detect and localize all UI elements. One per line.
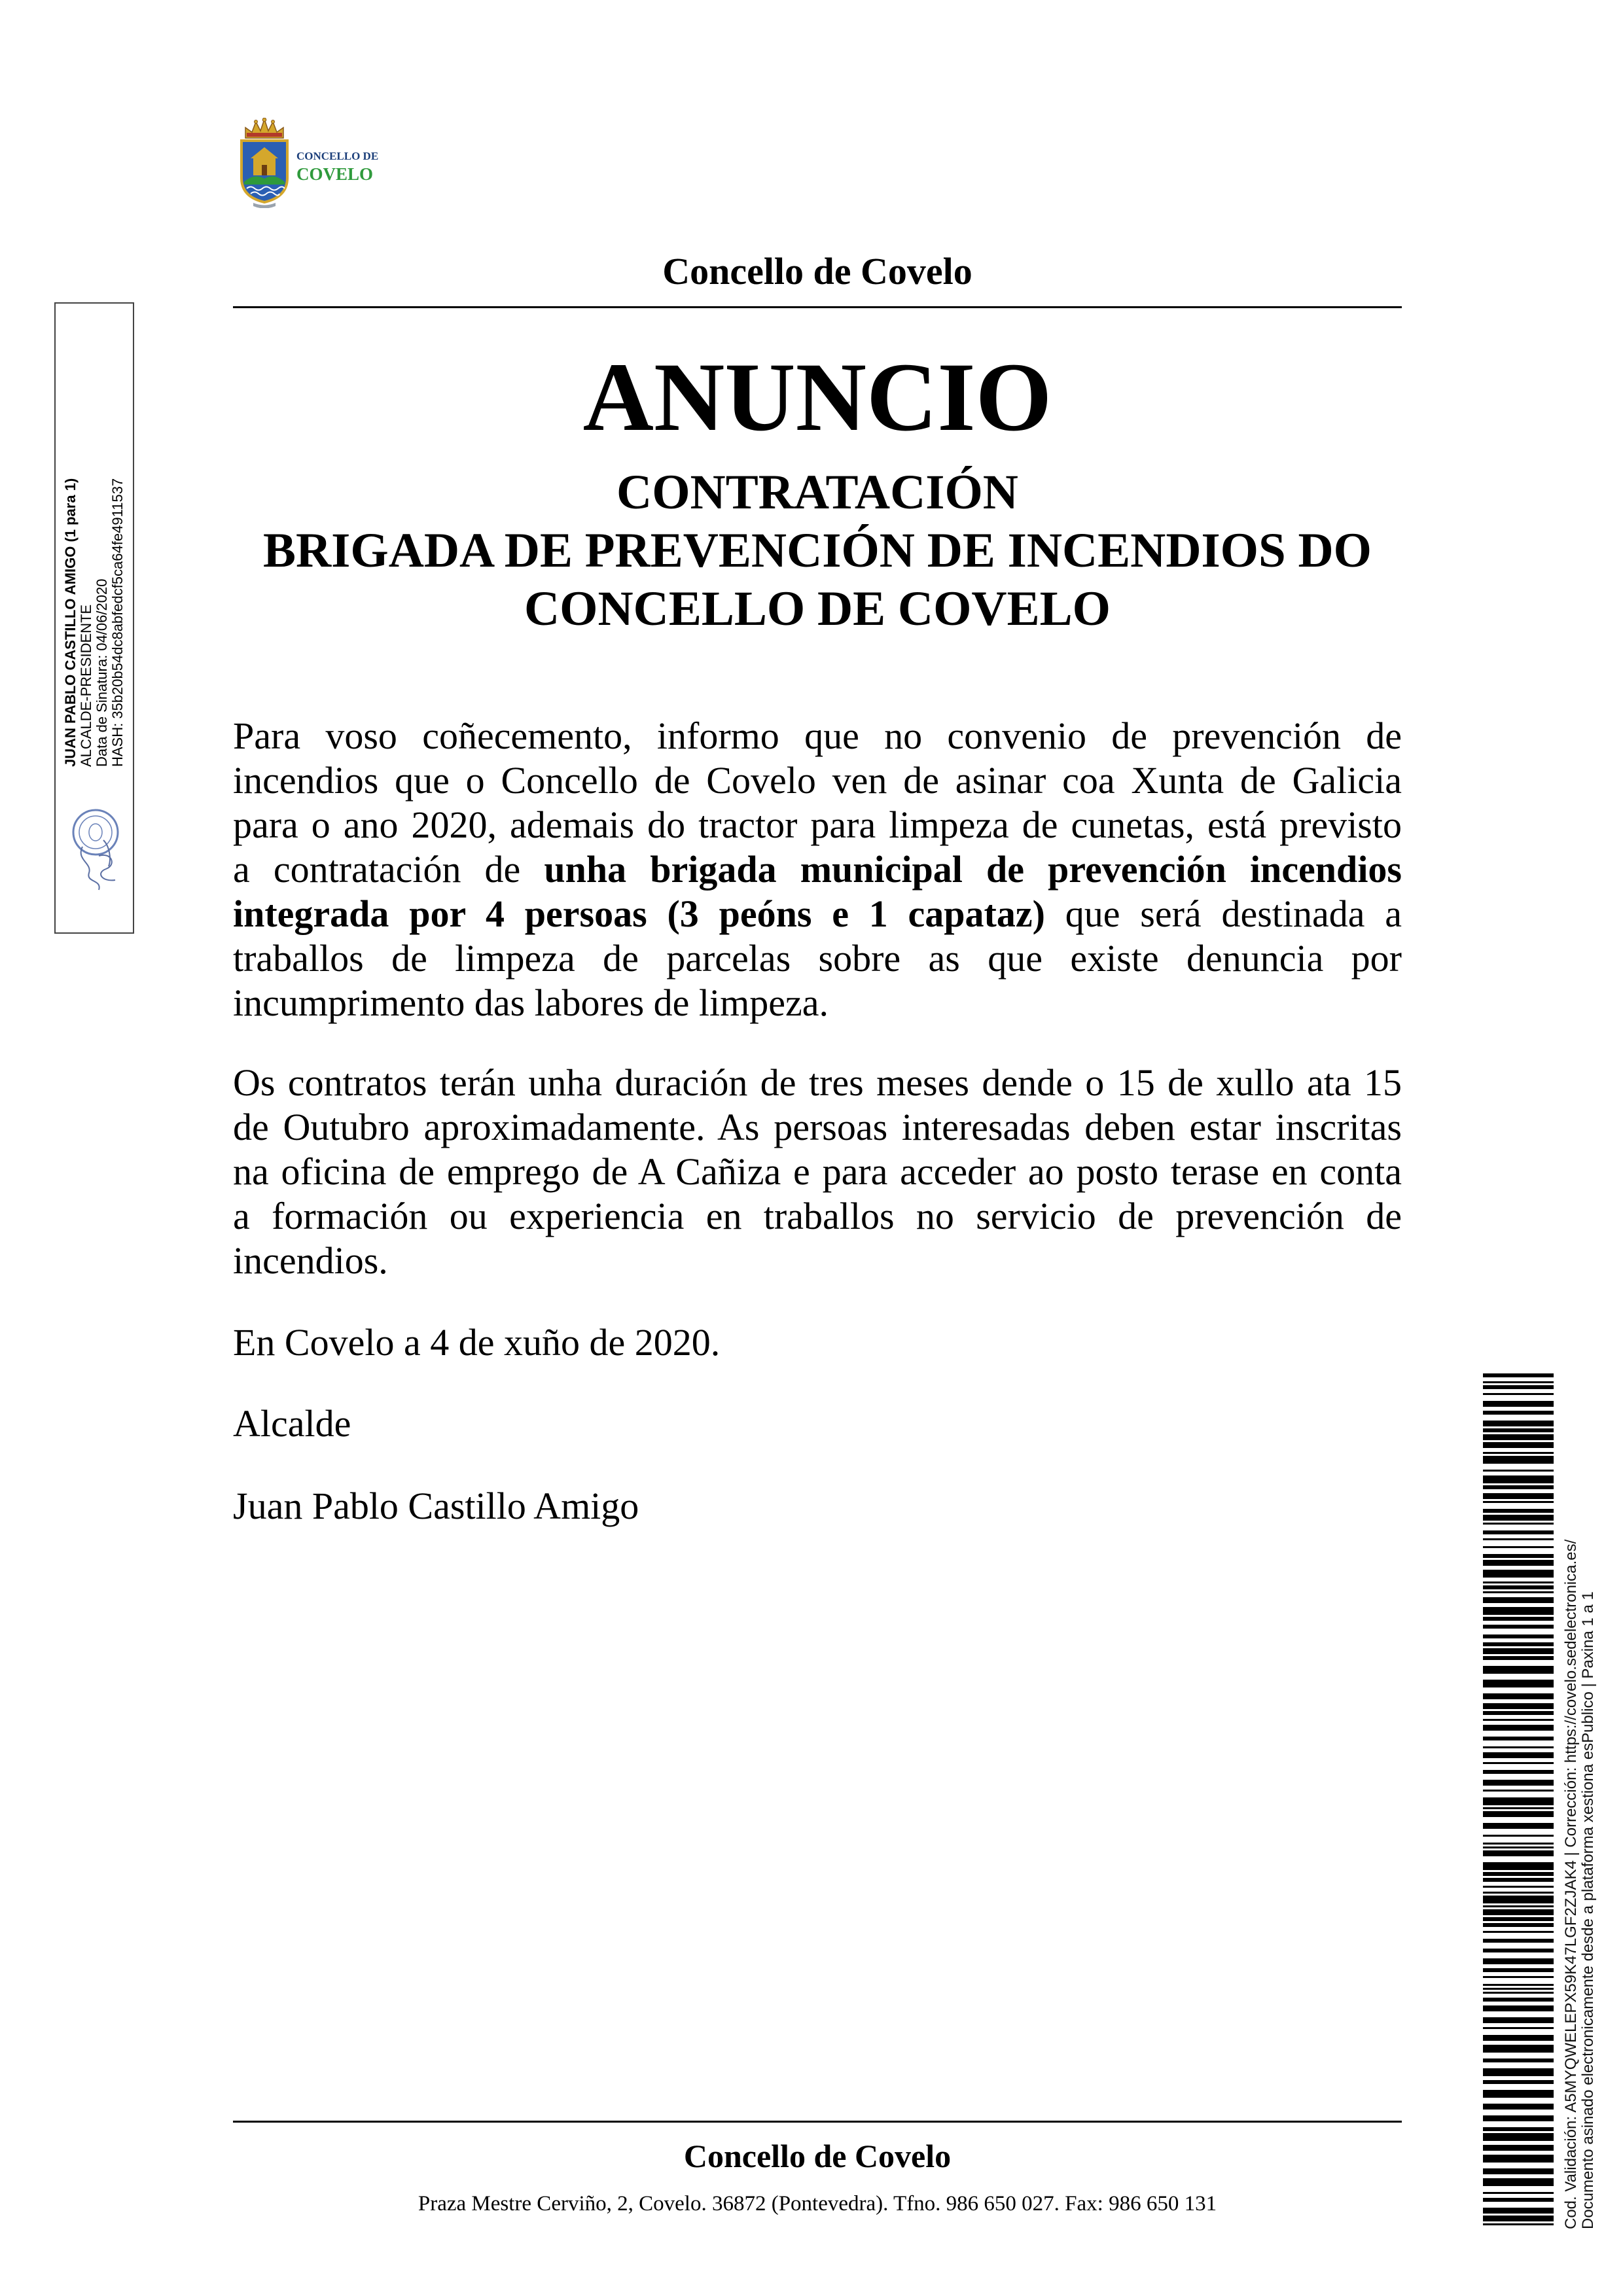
barcode-bar [1483, 1501, 1554, 1503]
barcode-bar [1483, 1411, 1554, 1415]
barcode-bar [1483, 1485, 1554, 1489]
barcode-bar [1483, 1939, 1554, 1943]
barcode-bar [1483, 1434, 1554, 1440]
barcode-bar [1483, 1442, 1554, 1448]
barcode-bar [1483, 1835, 1554, 1837]
header-divider [233, 306, 1402, 308]
barcode-bar [1483, 1625, 1554, 1629]
barcode-bar [1483, 1780, 1554, 1786]
barcode-bar [1483, 1770, 1554, 1774]
validation-code: Cod. Validación: A5MYQWELEPX59K47LGF2ZJAK4 | Corrección: https://covelo.sedelectronica.es/ [1562, 1539, 1580, 2229]
barcode-bar [1483, 1680, 1554, 1687]
paragraph-line: traballos de limpeza de parcelas sobre as que existe denuncia por [233, 937, 1402, 980]
barcode-bar [1483, 1428, 1554, 1432]
barcode-bar [1483, 2090, 1554, 2098]
barcode-bar [1483, 2178, 1554, 2186]
barcode-bar [1483, 1493, 1554, 1499]
concello-logo [236, 118, 393, 209]
barcode-bar [1483, 1597, 1554, 1603]
barcode-bar [1483, 2104, 1554, 2110]
paragraph-text: que será destinada a [1065, 892, 1402, 935]
paragraph-line: incendios. [233, 1239, 388, 1282]
barcode-bar [1483, 2223, 1554, 2225]
barcode-bar [1483, 2155, 1554, 2163]
signer-role: Alcalde [233, 1402, 351, 1445]
barcode-bar [1483, 1976, 1554, 1978]
validation-platform: Documento asinado electronicamente desde a plataforma xestiona esPublico | Paxina 1 a 1 [1579, 1591, 1597, 2229]
barcode-bar [1483, 1401, 1554, 1407]
subheading-line: CONCELLO DE COVELO [524, 582, 1111, 636]
barcode-bar [1483, 1923, 1554, 1927]
barcode-bar [1483, 1746, 1554, 1748]
barcode-bar [1483, 1538, 1554, 1540]
barcode-bar [1483, 2005, 1554, 2011]
barcode-bar [1483, 1909, 1554, 1915]
paragraph-line: incumprimento das labores de limpeza. [233, 981, 829, 1024]
barcode-bar [1483, 1648, 1554, 1654]
barcode-bar [1483, 1762, 1554, 1764]
barcode-bar [1483, 1523, 1554, 1525]
barcode-bar [1483, 1591, 1554, 1593]
barcode-bar [1483, 1892, 1554, 1894]
barcode-bar [1483, 2145, 1554, 2151]
barcode-bar [1483, 1886, 1554, 1888]
barcode-bar [1483, 1421, 1554, 1426]
barcode-bar [1483, 1381, 1554, 1383]
paragraph-text: a contratación de [233, 848, 521, 891]
barcode-bar [1483, 1998, 1554, 2002]
paragraph-line [233, 892, 1402, 936]
paragraph-line: incendios que o Concello de Covelo ven de asinar coa Xunta de Galicia [233, 759, 1402, 802]
announcement-subheading [233, 463, 1402, 638]
barcode-bar [1483, 1843, 1554, 1845]
barcode-bar [1483, 1642, 1554, 1646]
barcode-bar [1483, 1393, 1554, 1395]
barcode-bar [1483, 1811, 1554, 1817]
barcode-bar [1483, 1958, 1554, 1964]
barcode-bar [1483, 1872, 1554, 1876]
barcode-bar [1483, 1992, 1554, 1994]
barcode-bar [1483, 1385, 1554, 1389]
barcode-bar [1483, 1846, 1554, 1848]
barcode-bar [1483, 1693, 1554, 1699]
barcode-bar [1483, 1988, 1554, 1990]
barcode-bar [1483, 2080, 1554, 2084]
announcement-heading: ANUNCIO [582, 343, 1052, 451]
barcode-bar [1483, 2168, 1554, 2174]
barcode-bar [1483, 1719, 1554, 1721]
paragraph-line: para o ano 2020, ademais do tractor para limpeza de cunetas, está previsto [233, 804, 1402, 846]
barcode-bar [1483, 1607, 1554, 1615]
barcode-bar [1483, 2035, 1554, 2041]
barcode-bar [1483, 1737, 1554, 1740]
paragraph-emphasis: integrada por 4 persoas (3 peóns e 1 capataz) [233, 892, 1045, 935]
subheading-line: BRIGADA DE PREVENCIÓN DE INCENDIOS DO [263, 523, 1372, 578]
signature-details [63, 309, 126, 767]
barcode-bar [1483, 1850, 1554, 1856]
barcode-bar [1483, 1896, 1554, 1903]
barcode-bar [1483, 1475, 1554, 1483]
barcode-bar [1483, 1725, 1554, 1731]
barcode-bar [1483, 1546, 1554, 1548]
signature-hash: HASH: 35b20b54dc8abfedcf5ca64fe4911537 [109, 478, 126, 767]
barcode-bar [1483, 2045, 1554, 2053]
paragraph-line: na oficina de emprego de A Cañiza e para acceder ao posto terase en conta [233, 1150, 1402, 1193]
barcode-bar [1483, 1931, 1554, 1933]
barcode-bar [1483, 1470, 1554, 1472]
barcode-bar [1483, 1656, 1554, 1660]
subheading-line: CONTRATACIÓN [616, 465, 1018, 520]
coat-of-arms-icon [236, 118, 293, 208]
barcode-bar [1483, 1373, 1554, 1377]
barcode-bar [1483, 1790, 1554, 1792]
barcode-bar [1483, 2198, 1554, 2202]
barcode-bar [1483, 2027, 1554, 2029]
header-title: Concello de Covelo [662, 250, 972, 292]
footer-address: Praza Mestre Cerviño, 2, Covelo. 36872 (Pontevedra). Tfno. 986 650 027. Fax: 986 650 131 [418, 2192, 1217, 2216]
barcode-bar [1483, 2115, 1554, 2121]
barcode-bar [1483, 1878, 1554, 1882]
barcode-bar [1483, 1807, 1554, 1809]
signature-signer: JUAN PABLO CASTILLO AMIGO (1 para 1) [62, 478, 79, 767]
barcode-bar [1483, 1581, 1554, 1583]
barcode-bar [1483, 1917, 1554, 1921]
barcode-bar [1483, 1560, 1554, 1566]
body-paragraph-2 [233, 1061, 1402, 1283]
barcode-bar [1483, 1554, 1554, 1558]
barcode-bar [1483, 1968, 1554, 1972]
paragraph-line: Para voso coñecemento, informo que no convenio de prevención de [233, 715, 1402, 757]
barcode-bar [1483, 1456, 1554, 1464]
barcode-bar [1483, 1905, 1554, 1907]
logo-text-covelo: COVELO [296, 164, 374, 184]
barcode-bar [1483, 1570, 1554, 1578]
logo-text-concello-de: CONCELLO DE [296, 150, 379, 162]
barcode-bar [1483, 1585, 1554, 1589]
barcode-bar [1483, 1634, 1554, 1638]
barcode-bar [1483, 2058, 1554, 2062]
barcode-bar [1483, 1711, 1554, 1715]
signature-role: ALCALDE-PRESIDENTE [78, 604, 94, 767]
barcode-bar [1483, 2208, 1554, 2214]
paragraph-line [233, 847, 1402, 892]
barcode-bar [1483, 2017, 1554, 2023]
barcode-bar [1483, 1509, 1554, 1513]
barcode-bar [1483, 1515, 1554, 1521]
barcode-bar [1483, 1823, 1554, 1829]
barcode-bar [1483, 2192, 1554, 2194]
barcode-bar [1483, 2216, 1554, 2221]
paragraph-line: a formación ou experiencia en traballos no servicio de prevención de [233, 1195, 1402, 1237]
validation-info [1563, 1411, 1597, 2229]
barcode-bar [1483, 2068, 1554, 2076]
place-and-date: En Covelo a 4 de xuño de 2020. [233, 1321, 721, 1364]
signer-name: Juan Pablo Castillo Amigo [233, 1485, 639, 1527]
barcode-bar [1483, 1452, 1554, 1454]
barcode-bar [1483, 1666, 1554, 1674]
barcode-bar [1483, 2127, 1554, 2131]
barcode-bar [1483, 1752, 1554, 1758]
paragraph-line: Os contratos terán unha duración de tres meses dende o 15 de xullo ata 15 [233, 1061, 1402, 1104]
barcode-bar [1483, 1984, 1554, 1986]
barcode-bar [1483, 1797, 1554, 1805]
paragraph-emphasis: unha brigada municipal de prevención incendios [544, 848, 1402, 891]
barcode-bar [1483, 1862, 1554, 1870]
barcode-bar [1483, 1949, 1554, 1952]
barcode-bar [1483, 1617, 1554, 1621]
barcode-icon [1483, 1373, 1554, 2232]
seal-icon [63, 800, 128, 898]
footer-title: Concello de Covelo [683, 2138, 952, 2174]
barcode-bar [1483, 1530, 1554, 1534]
barcode-bar [1483, 2133, 1554, 2141]
body-paragraph-1 [233, 714, 1402, 1025]
footer-divider [233, 2121, 1402, 2123]
signature-date: Data de Sinatura: 04/06/2020 [94, 578, 110, 767]
barcode-bar [1483, 1703, 1554, 1709]
paragraph-line: de Outubro aproximadamente. As persoas interesadas deben estar inscritas [233, 1106, 1402, 1148]
